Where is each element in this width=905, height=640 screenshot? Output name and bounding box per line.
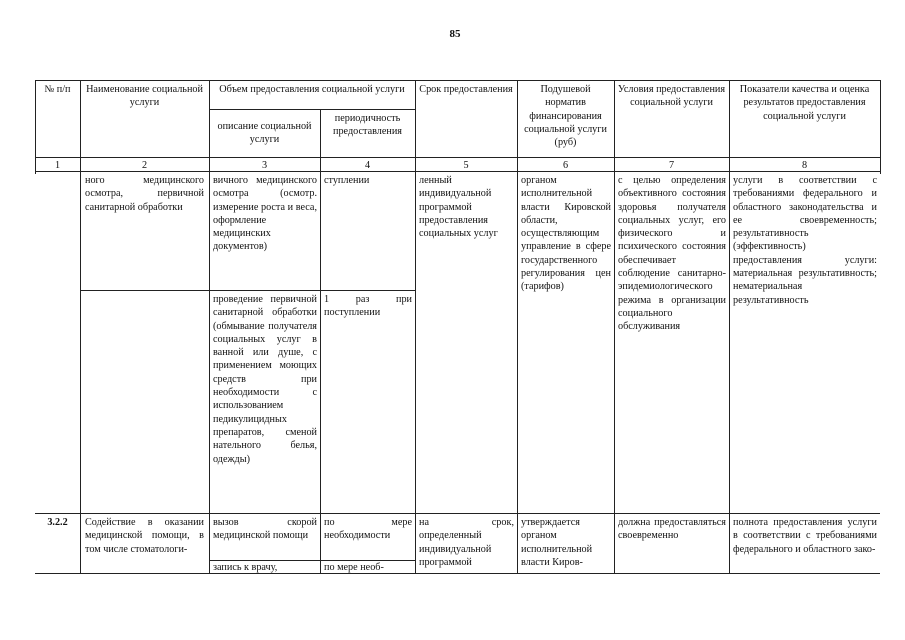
- column-number: 8: [801, 160, 808, 171]
- header-term: Срок предоставления: [419, 84, 513, 95]
- row2-periodicity-b: по мере необ-: [324, 562, 384, 573]
- header-volume: Объем предоставления социальной услуги: [219, 84, 405, 95]
- header-normative: Подушевой норматив финансирования социальной услуги (руб): [524, 84, 607, 149]
- header-periodicity: периодичность предоставления: [333, 113, 402, 138]
- row2-description-a: вызов скорой медицинской помощи: [213, 517, 317, 542]
- row1-description-a: вичного медицинского осмотра (осмотр. измерение роста и веса, оформление медицинских документов): [213, 175, 317, 253]
- header-name: Наименование социальной услуги: [86, 84, 203, 109]
- row2-quality: полнота предоставления услуги в соответствии с требованиями федерального и областного зако-: [733, 517, 877, 555]
- rule-col-right: [880, 80, 881, 174]
- row2-number: 3.2.2: [47, 517, 68, 528]
- column-number: 5: [463, 160, 469, 171]
- row1-service-name: ного медицинского осмотра, первичной санитарной обработки: [85, 175, 204, 213]
- row1-periodicity-b: 1 раз при поступлении: [324, 294, 412, 319]
- row1-quality: услуги в соответствии с требованиями федерального и областного законодательства и ее своевременность; результативность (эффективность) предоставления услуги: материальная результативность; нематериальная результативность: [733, 175, 877, 306]
- row1-periodicity-a: ступлении: [324, 175, 370, 186]
- rule-bottom: [35, 573, 880, 574]
- row2-conditions: должна предоставляться своевременно: [618, 517, 726, 542]
- row2-service-name: Содействие в оказании медицинской помощи, в том числе стоматологи-: [85, 517, 204, 555]
- column-number: 7: [668, 160, 675, 171]
- row2-description-b: запись к врачу,: [213, 562, 278, 573]
- column-number: 4: [364, 160, 371, 171]
- rule-col-1: [80, 80, 81, 574]
- header-conditions: Условия предоставления социальной услуги: [617, 84, 726, 109]
- column-number: 1: [54, 160, 61, 171]
- row2-periodicity-a: по мере необходимости: [324, 517, 412, 542]
- rule-subheader: [209, 109, 415, 110]
- header-description: описание социальной услуги: [217, 121, 312, 146]
- header-quality: Показатели качества и оценка результатов предоставления социальной услуги: [739, 84, 870, 122]
- row1-description-b: проведение первичной санитарной обработки (обмывание получателя социальных услуг в ванной или душе, с применением моющих средств при необходимости с использованием педикулицидных препаратов, сменой нательного белья, одежды): [213, 294, 317, 465]
- rule-col-4: [415, 80, 416, 574]
- rule-col-7: [729, 80, 730, 574]
- rule-row1-split: [80, 290, 415, 291]
- rule-top: [35, 80, 880, 81]
- row1-conditions: с целью определения объективного состояния здоровья получателя социальных услуг, его физического и психического состояния обеспечивает соблюдение санитарно-эпидемиологического режима в организации социального обслуживания: [618, 175, 726, 333]
- row2-normative: утверждается органом исполнительной власти Киров-: [521, 517, 593, 568]
- column-number: 3: [261, 160, 268, 171]
- row1-normative: органом исполнительной власти Кировской области, осуществляющим управление в сфере государственного регулирования цен (тарифов): [521, 175, 611, 293]
- row2-term: на срок, определенный индивидуальной программой: [419, 517, 514, 568]
- column-number: 2: [141, 160, 148, 171]
- rule-row-bottom: [35, 513, 880, 514]
- header-num: № п/п: [44, 84, 71, 95]
- page-number: 85: [449, 28, 461, 40]
- column-number: 6: [562, 160, 569, 171]
- rule-col-5: [517, 80, 518, 574]
- row1-term: ленный индивидуальной программой предоставления социальных услуг: [419, 175, 498, 240]
